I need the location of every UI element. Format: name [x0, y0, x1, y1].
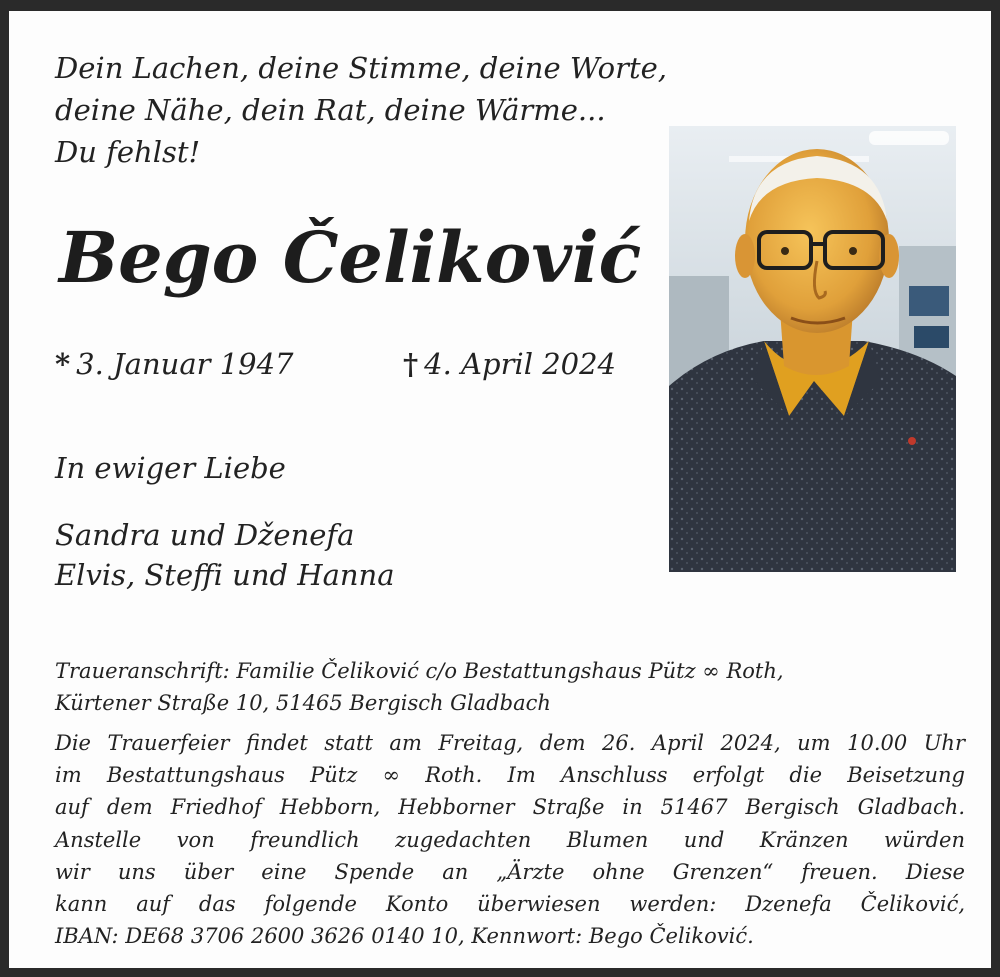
- birth-symbol: *: [55, 347, 71, 381]
- service-line: Die Trauerfeier findet statt am Freitag, dem 26. April 2024, um 10.00 Uhr: [55, 731, 965, 755]
- poem: [55, 47, 667, 173]
- family-line: Sandra und Dženefa: [55, 518, 355, 552]
- poem-line: deine Nähe, dein Rat, deine Wärme...: [55, 93, 606, 127]
- service-line: kann auf das folgende Konto überwiesen werden: Dzenefa Čeliković,: [55, 892, 965, 917]
- mourning-address: [55, 655, 784, 719]
- service-line: im Bestattungshaus Pütz ∞ Roth. Im Anschluss erfolgt die Beisetzung: [55, 763, 965, 788]
- dedication: In ewiger Liebe: [55, 451, 286, 485]
- death-date: [403, 347, 616, 381]
- cross-icon: †: [403, 347, 419, 381]
- deceased-name: Bego Čeliković: [59, 216, 642, 299]
- death-date-text: 4. April 2024: [424, 347, 616, 381]
- poem-line: Dein Lachen, deine Stimme, deine Worte,: [55, 51, 668, 85]
- family-line: Elvis, Steffi und Hanna: [55, 558, 395, 592]
- portrait-photo: [669, 126, 956, 572]
- service-notice: [55, 727, 965, 952]
- address-line: Traueranschrift: Familie Čeliković c/o Bestattungshaus Pütz ∞ Roth,: [55, 659, 784, 683]
- poem-line: Du fehlst!: [55, 135, 201, 169]
- service-line: IBAN: DE68 3706 2600 3626 0140 10, Kennwort: Bego Čeliković.: [55, 924, 754, 949]
- address-line: Kürtener Straße 10, 51465 Bergisch Gladbach: [55, 691, 551, 715]
- birth-date-text: 3. Januar 1947: [76, 347, 294, 381]
- birth-date: [55, 347, 294, 381]
- service-line: auf dem Friedhof Hebborn, Hebborner Straße in 51467 Bergisch Gladbach.: [55, 795, 965, 820]
- family-names: [55, 515, 395, 595]
- service-line: Anstelle von freundlich zugedachten Blumen und Kränzen würden: [55, 827, 965, 852]
- service-line: wir uns über eine Spende an „Ärzte ohne Grenzen“ freuen. Diese: [55, 859, 965, 884]
